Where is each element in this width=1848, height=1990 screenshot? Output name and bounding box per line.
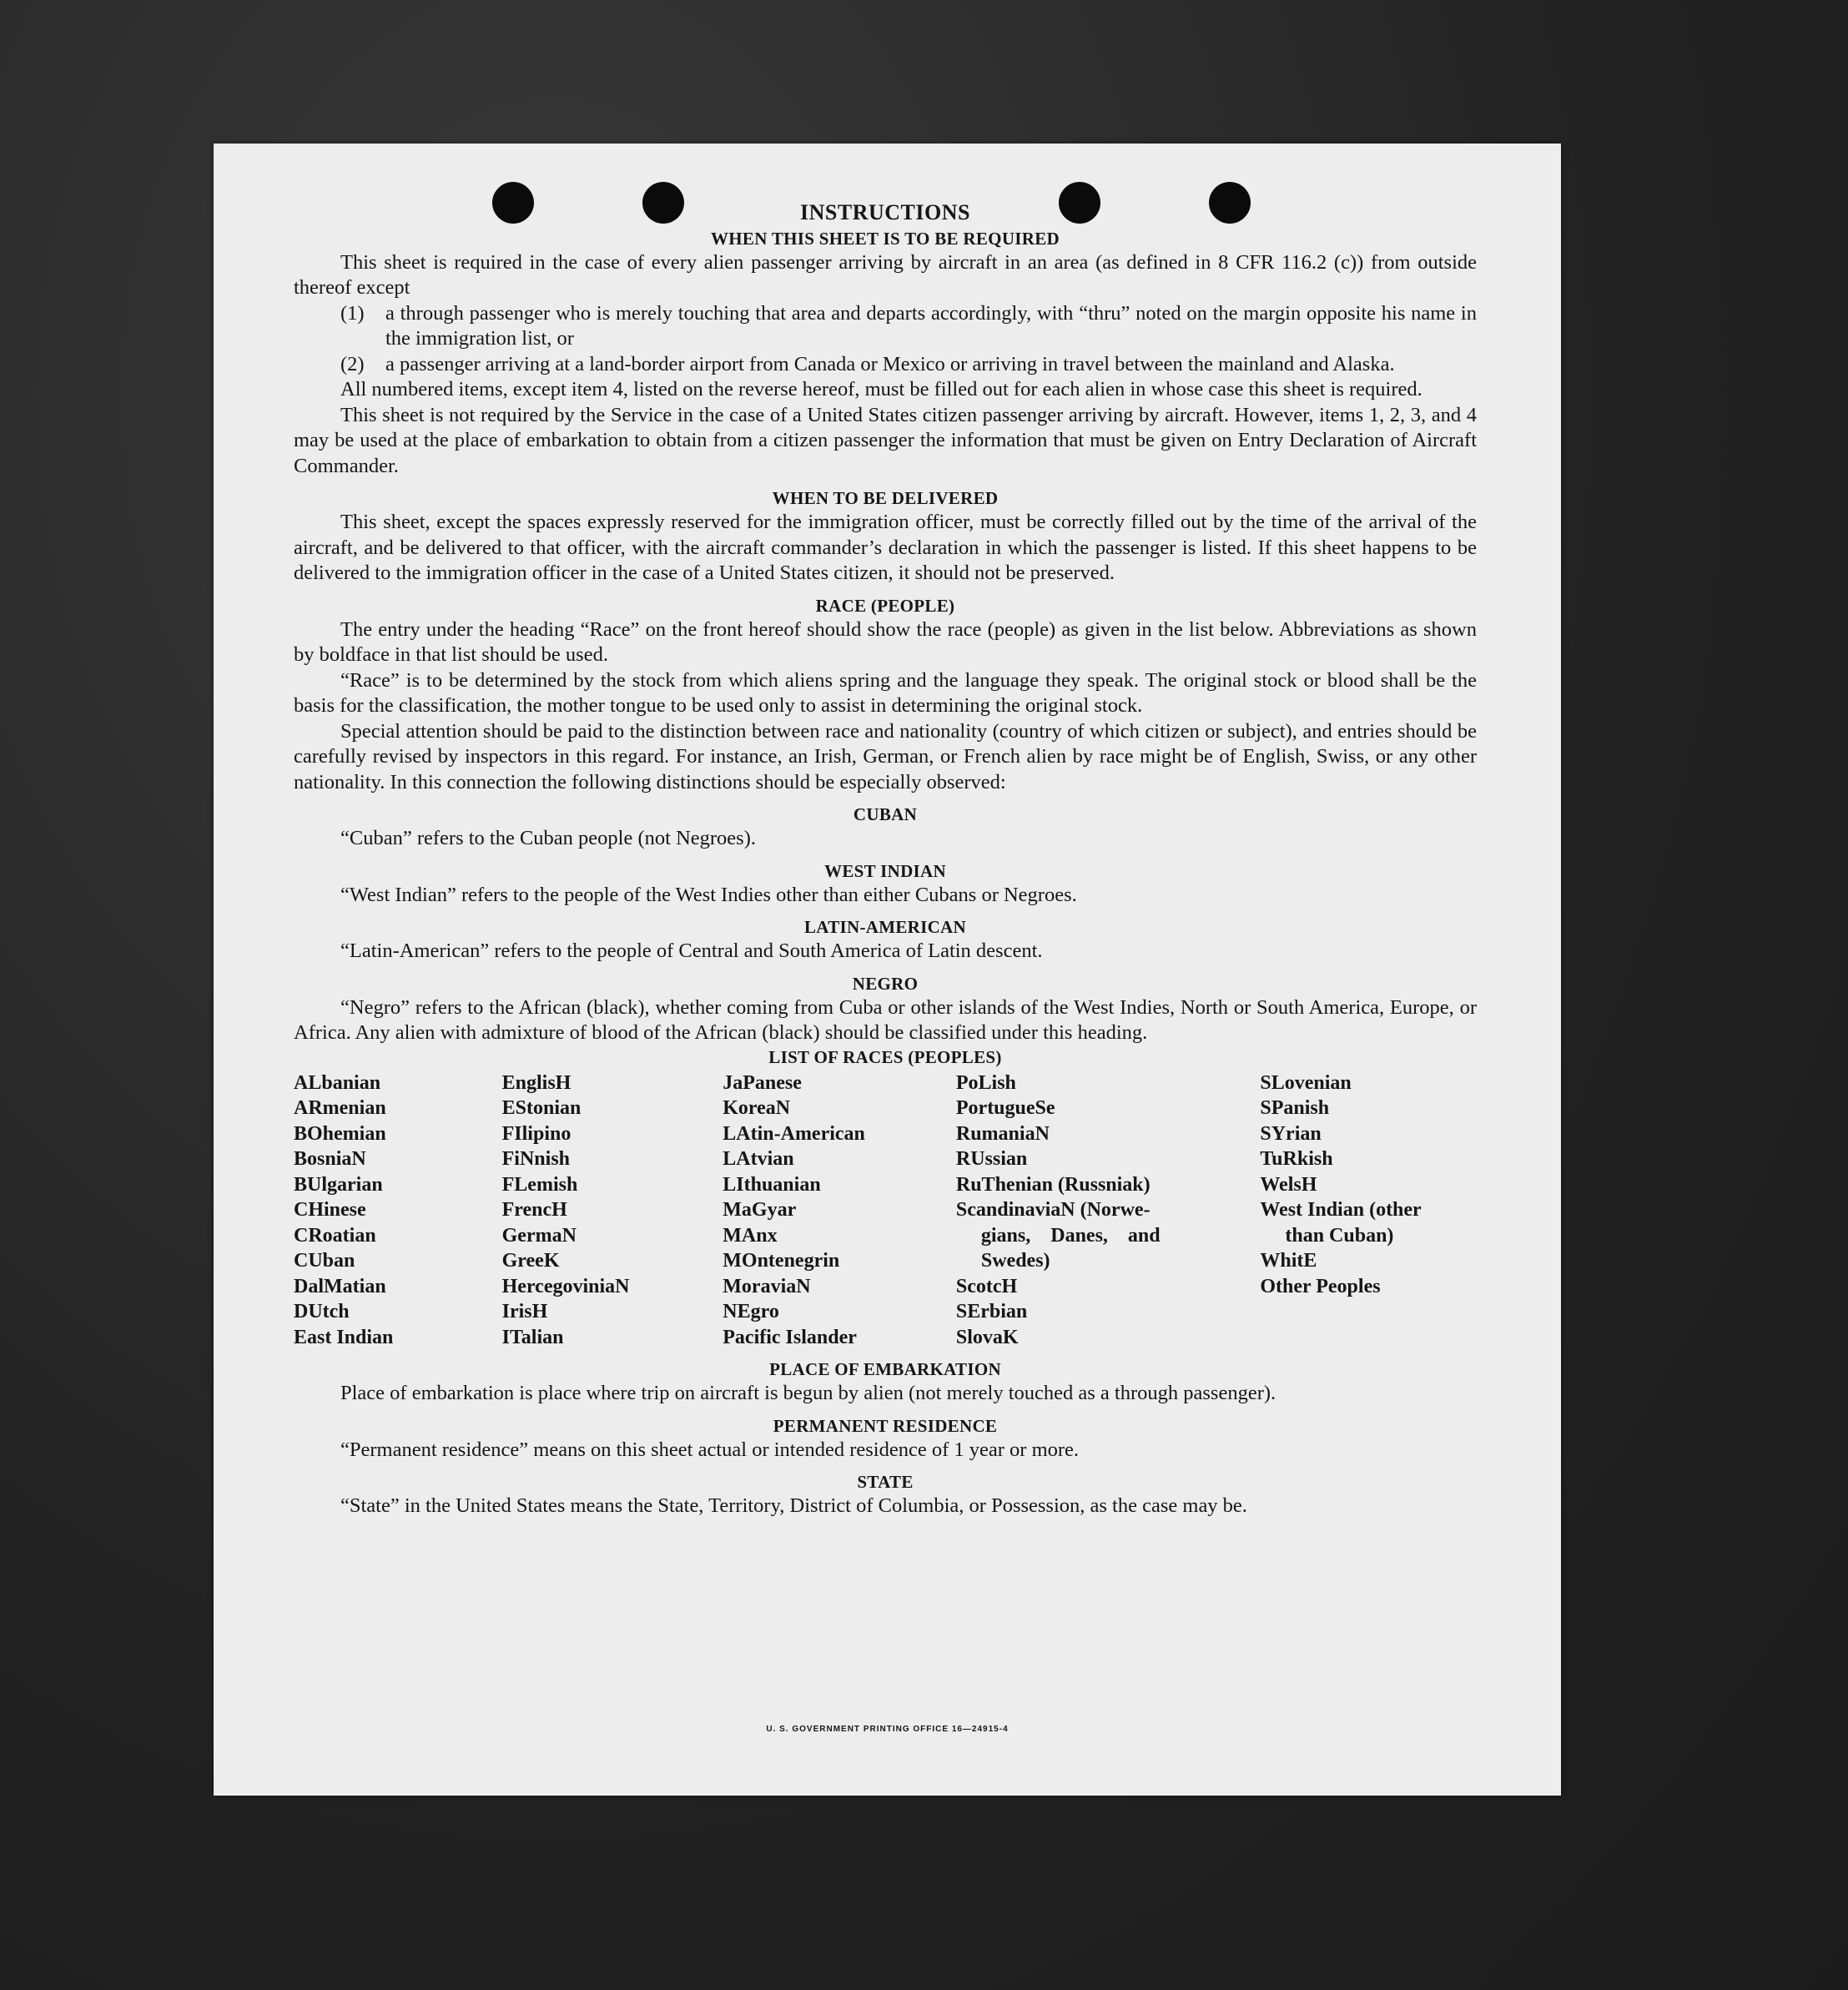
section-heading: LATIN-AMERICAN <box>804 917 966 937</box>
race-entry: ITalian <box>501 1326 564 1348</box>
race-entry: MaGyar <box>723 1199 797 1221</box>
list-item: (2) a passenger arriving at a land-border airport from Canada or Mexico or arriving in travel between the mainland and Alaska. <box>340 352 1395 375</box>
race-column <box>294 1071 502 1351</box>
paragraph: “Race” is to be determined by the stock from which aliens spring and the language they speak. The original stock or blood shall be the basis for the classification, the mother tongue to be used only to assist in determining the original stock. <box>294 668 1477 717</box>
race-column <box>723 1071 956 1351</box>
race-entry: MAnx <box>723 1224 778 1247</box>
section-heading: STATE <box>857 1472 914 1492</box>
race-entry: RumaniaN <box>955 1122 1050 1145</box>
race-entry-continued: Swedes) <box>980 1250 1050 1272</box>
race-entry: SLovenian <box>1260 1071 1352 1094</box>
paragraph: “Negro” refers to the African (black), whether coming from Cuba or other islands of the West Indies, North or South America, Europe, or Africa. Any alien with admixture of blood of the African (black) should be classified under this heading. <box>294 995 1477 1044</box>
race-entry: CRoatian <box>294 1224 376 1247</box>
section-heading: CUBAN <box>853 804 918 824</box>
race-entry: HercegoviniaN <box>501 1275 630 1297</box>
section-heading: PERMANENT RESIDENCE <box>773 1415 998 1436</box>
race-entry: SErbian <box>955 1301 1028 1322</box>
paragraph: “Cuban” refers to the Cuban people (not Negroes). <box>340 827 756 849</box>
race-entry: RUssian <box>955 1148 1028 1170</box>
paragraph: This sheet is required in the case of every alien passenger arriving by aircraft in an area (as defined in 8 CFR 116.2 (c)) from outside thereof except <box>294 250 1477 299</box>
paragraph: “Permanent residence” means on this sheet actual or intended residence of 1 year or more. <box>340 1438 1080 1461</box>
race-entry: BOhemian <box>294 1122 386 1145</box>
race-entry: West Indian (other <box>1260 1199 1422 1221</box>
race-entry: MOntenegrin <box>723 1250 840 1272</box>
race-entry: WhitE <box>1260 1250 1317 1272</box>
paragraph: The entry under the heading “Race” on the front hereof should show the race (people) as given in the list below. Abbreviations as shown by boldface in that list should be used. <box>294 617 1477 666</box>
section-heading: LIST OF RACES (PEOPLES) <box>768 1046 1002 1067</box>
race-entry: SPanish <box>1260 1097 1330 1119</box>
race-entry: FrencH <box>501 1199 567 1221</box>
race-column <box>1260 1071 1477 1351</box>
race-entry: FiNnish <box>501 1148 571 1170</box>
race-entry: DUtch <box>294 1301 350 1322</box>
race-entry: BosniaN <box>294 1148 366 1170</box>
race-entry: LIthuanian <box>723 1173 821 1196</box>
race-entry: SlovaK <box>955 1326 1019 1348</box>
paragraph: “West Indian” refers to the people of the West Indies other than either Cubans or Negroes. <box>340 883 1077 906</box>
instructions-text <box>294 200 1477 1519</box>
race-entry: JaPanese <box>723 1071 802 1094</box>
paragraph: “State” in the United States means the State, Territory, District of Columbia, or Possession, as the case may be. <box>340 1494 1247 1517</box>
race-column <box>502 1071 723 1351</box>
race-entry: MoraviaN <box>723 1275 811 1297</box>
paragraph: “Latin-American” refers to the people of Central and South America of Latin descent. <box>340 940 1043 962</box>
printer-imprint: U. S. GOVERNMENT PRINTING OFFICE 16—24915-4 <box>766 1725 1009 1734</box>
race-entry: WelsH <box>1260 1173 1317 1196</box>
list-item: (1) a through passenger who is merely touching that area and departs accordingly, with “thru” noted on the margin opposite his name in the immigration list, or <box>340 301 1477 350</box>
document-sheet <box>214 144 1561 1796</box>
race-entry: ScandinaviaN (Norwe- <box>955 1199 1151 1221</box>
race-entry: ARmenian <box>294 1097 386 1119</box>
race-entry: GermaN <box>501 1224 577 1247</box>
race-entry-continued: gians, Danes, and <box>980 1224 1161 1247</box>
page-title: INSTRUCTIONS <box>800 200 970 224</box>
race-entry: TuRkish <box>1260 1148 1333 1170</box>
section-heading: WHEN THIS SHEET IS TO BE REQUIRED <box>710 228 1060 249</box>
race-entry: IrisH <box>501 1301 548 1322</box>
race-entry: LAtin-American <box>723 1122 865 1145</box>
race-entry: DalMatian <box>294 1275 386 1297</box>
race-column <box>956 1071 1260 1351</box>
race-entry: PoLish <box>955 1071 1016 1094</box>
section-heading: WHEN TO BE DELIVERED <box>772 488 999 508</box>
race-entry: ALbanian <box>294 1071 381 1094</box>
paragraph: This sheet, except the spaces expressly reserved for the immigration officer, must be correctly filled out by the time of the arrival of the aircraft, and be delivered to that officer, with the aircraft commander’s declaration in which the passenger is listed. If this sheet happens to be delivered to the immigration officer in the case of a United States citizen, it should not be preserved. <box>294 511 1477 584</box>
race-entry: GreeK <box>501 1250 560 1272</box>
paragraph: All numbered items, except item 4, listed on the reverse hereof, must be filled out for each alien in whose case this sheet is required. <box>340 378 1423 401</box>
race-entry: EStonian <box>501 1097 582 1119</box>
section-heading: PLACE OF EMBARKATION <box>769 1359 1001 1379</box>
race-entry: East Indian <box>294 1326 394 1348</box>
race-entry: PortugueSe <box>955 1097 1055 1119</box>
race-entry: BUlgarian <box>294 1173 383 1196</box>
race-entry: SYrian <box>1260 1122 1322 1145</box>
race-entry: Other Peoples <box>1260 1275 1381 1297</box>
race-entry: KoreaN <box>723 1097 791 1119</box>
paragraph: This sheet is not required by the Service in the case of a United States citizen passenger arriving by aircraft. However, items 1, 2, 3, and 4 may be used at the place of embarkation to obtain from a citizen passenger the information that must be given on Entry Declaration of Aircraft Commander. <box>294 403 1477 477</box>
race-entry: CUban <box>294 1250 355 1272</box>
race-entry: FIlipino <box>501 1122 572 1145</box>
race-entry: NEgro <box>723 1301 779 1322</box>
race-entry: ScotcH <box>955 1275 1018 1297</box>
section-heading: RACE (PEOPLE) <box>815 595 955 616</box>
section-heading: WEST INDIAN <box>824 860 946 881</box>
race-entry: RuThenian (Russniak) <box>955 1173 1151 1196</box>
race-list <box>294 1071 1477 1351</box>
paragraph: Place of embarkation is place where trip on aircraft is begun by alien (not merely touched as a through passenger). <box>340 1382 1276 1404</box>
section-heading: NEGRO <box>852 973 919 994</box>
paragraph: Special attention should be paid to the distinction between race and nationality (country of which citizen or subject), and entries should be carefully revised by inspectors in this regard. For instance, an Irish, German, or French alien by race might be of English, Swiss, or any other nationality. In this connection the following distinctions should be especially observed: <box>294 719 1477 793</box>
race-entry: CHinese <box>294 1199 366 1221</box>
race-entry: EnglisH <box>501 1071 572 1094</box>
race-entry-continued: than Cuban) <box>1285 1224 1394 1247</box>
race-entry: LAtvian <box>723 1148 794 1170</box>
race-entry: FLemish <box>501 1173 578 1196</box>
race-entry: Pacific Islander <box>723 1326 857 1348</box>
